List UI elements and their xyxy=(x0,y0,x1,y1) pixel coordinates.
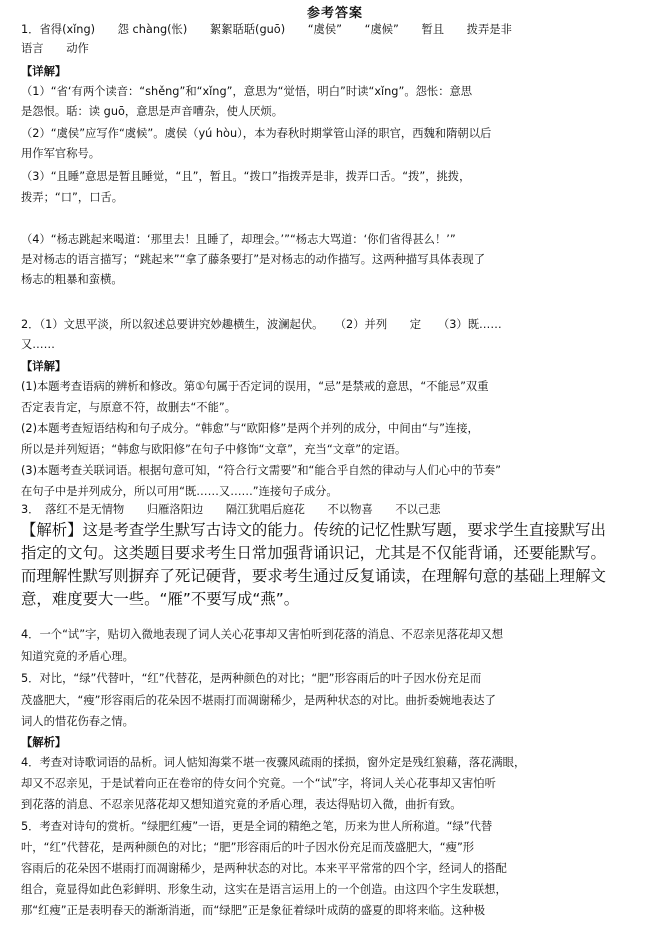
q1-detail-line: 用作军官称号。 xyxy=(21,147,101,160)
q3-analysis-line: 指定的文句。这类题目要求考生日常加强背诵识记，尤其是不仅能背诵，还要能默写。 xyxy=(21,544,606,562)
q45-analysis-line: 容雨后的花朵因不堪雨打而凋谢稀少，是两种状态的对比。本来平平常常的四个字，经词人的搭配 xyxy=(21,862,507,875)
q2-detail-line: (1)本题考查语病的辨析和修改。第①句属于否定词的误用，“忌”是禁戒的意思，“不能忌”双重 xyxy=(21,380,489,393)
q1-detail-line: （4）“杨志跳起来喝道：‘那里去！且睡了，却理会。’”“杨志大骂道：‘你们省得甚么！’” xyxy=(21,233,456,246)
q2-detail-line: 在句子中是并列成分，所以可用“既……又……”连接句子成分。 xyxy=(21,485,338,498)
q2-answer-line-2: 又…… xyxy=(21,338,55,351)
q2-detail-line: 否定表肯定，与原意不符，故删去“不能”。 xyxy=(21,401,237,414)
q45-analysis-line: 那“红瘦”正是表明春天的渐渐消逝，而“绿肥”正是象征着绿叶成荫的盛夏的即将来临。这种极 xyxy=(21,904,485,917)
q45-analysis-line: 到花落的消息、不忍亲见落花却又想知道究竟的矛盾心理，表达得贴切入微，曲折有致。 xyxy=(21,798,462,811)
q45-analysis-line: 4．考查对诗歌词语的品析。词人惦知海棠不堪一夜骤风疏雨的揉损，窗外定是残红狼藉，落花满眼， xyxy=(21,756,526,769)
q1-detail-line: 杨志的粗暴和蛮横。 xyxy=(21,273,123,286)
q2-answer-line-1: 2．（1）文思平淡，所以叙述总要讲究妙趣横生，波澜起伏。 （2）并列 定 （3）既…… xyxy=(21,318,502,331)
q3-analysis-line: 而理解性默写则摒弃了死记硬背，要求考生通过反复诵读，在理解句意的基础上理解文 xyxy=(21,567,606,585)
q5-answer-line: 词人的惜花伤春之情。 xyxy=(21,715,134,728)
q4-answer-line: 知道究竟的矛盾心理。 xyxy=(21,650,134,663)
q1-detail-line: 拨弄；“口”，口舌。 xyxy=(21,191,124,204)
q1-detail-label: 【详解】 xyxy=(21,65,67,78)
q45-analysis-label: 【解析】 xyxy=(21,736,67,749)
q3-answer-line: 3． 落红不是无情物 归雁洛阳边 隔江犹唱后庭花 不以物喜 不以己悲 xyxy=(21,503,441,516)
q45-analysis-line: 组合，竟显得如此色彩鲜明、形象生动，这实在是语言运用上的一个创造。由这四个字生发联想， xyxy=(21,883,507,896)
q4-answer-line: 4．一个“试”字，贴切入微地表现了词人关心花事却又害怕听到花落的消息、不忍亲见落花却又想 xyxy=(21,628,504,641)
q1-detail-line: 是对杨志的语言描写；“跳起来”“拿了藤条要打”是对杨志的动作描写。这两种描写具体表现了 xyxy=(21,253,485,266)
q1-detail-line: （2）“虞侯”应写作“虞候”。虞侯（yú hòu），本为春秋时期掌管山泽的职官，西魏和隋朝以后 xyxy=(21,127,492,140)
q5-answer-line: 茂盛肥大，“瘦”形容雨后的花朵因不堪雨打而凋谢稀少，是两种状态的对比。曲折委婉地表达了 xyxy=(21,694,496,707)
q2-detail-line: (2)本题考查短语结构和句子成分。“韩愈”与“欧阳修”是两个并列的成分，中间由“与”连接， xyxy=(21,422,479,435)
q1-detail-line: 是怨恨。聒：读 guō，意思是声音嘈杂，使人厌烦。 xyxy=(21,105,284,118)
q45-analysis-line: 叶，“红”代替花，是两种颜色的对比；“肥”形容雨后的叶子因水份充足而茂盛肥大，“瘦”形 xyxy=(21,841,475,854)
q2-detail-label: 【详解】 xyxy=(21,360,67,373)
page-title: 参考答案 xyxy=(306,6,363,21)
q2-detail-line: (3)本题考查关联词语。根据句意可知，“符合行文需要”和“能合乎自然的律动与人们心中的节奏” xyxy=(21,464,501,477)
q1-detail-line: （3）“且睡”意思是暂且睡觉，“且”，暂且。“拨口”指拨弄是非，拨弄口舌。“拨”，挑拨， xyxy=(21,170,471,183)
q5-answer-line: 5．对比，“绿”代替叶，“红”代替花，是两种颜色的对比；“肥”形容雨后的叶子因水份充足而 xyxy=(21,672,482,685)
q45-analysis-line: 却又不忍亲见，于是试着向正在卷帘的侍女问个究竟。一个“试”字，将词人关心花事却又害怕听 xyxy=(21,777,496,790)
q3-analysis-line: 【解析】这是考查学生默写古诗文的能力。传统的记忆性默写题，要求学生直接默写出 xyxy=(21,521,606,539)
q1-answer-line-1: 1．省得(xǐng) 怨 chàng(怅) 絮絮聒聒(guō) “虞侯” “虞候” 暂且 拨弄是非 xyxy=(21,23,512,36)
q2-detail-line: 所以是并列短语；“韩愈与欧阳修”在句子中修饰“文章”，充当“文章”的定语。 xyxy=(21,443,407,456)
q1-answer-line-2: 语言 动作 xyxy=(21,42,89,55)
q1-detail-line: （1）“省‘有两个读音：“shěng”和“xǐng”，意思为“觉悟，明白”时读“xǐng”。怨怅：意思 xyxy=(21,85,473,98)
q3-analysis-line: 意，难度要大一些。“雁”不要写成“燕”。 xyxy=(21,590,300,608)
q45-analysis-line: 5．考查对诗句的赏析。“绿肥红瘦”一语，更是全词的精绝之笔，历来为世人所称道。“绿”代替 xyxy=(21,820,493,833)
